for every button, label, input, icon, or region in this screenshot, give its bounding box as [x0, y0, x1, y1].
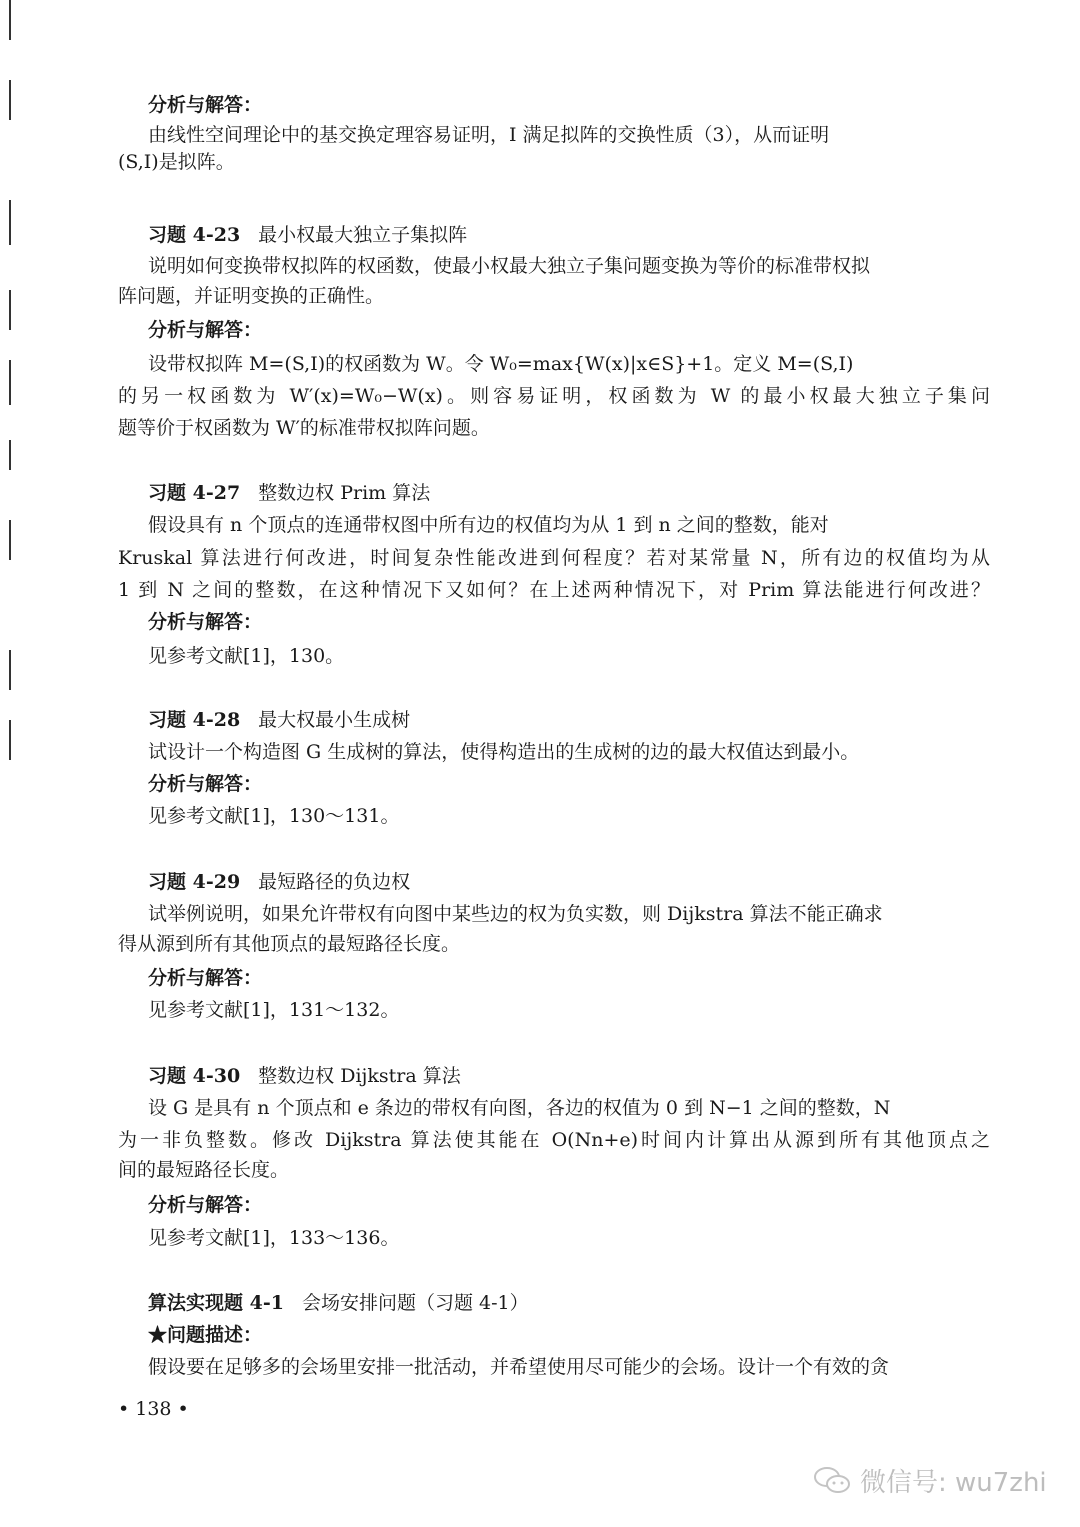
exercise-number: 习题 4-30	[148, 1065, 241, 1087]
scan-artifact	[9, 80, 11, 120]
text-line: (S,I)是拟阵。	[118, 151, 235, 173]
watermark	[812, 1462, 1047, 1499]
text-line: 得从源到所有其他顶点的最短路径长度。	[118, 933, 461, 955]
section-label: 分析与解答：	[148, 611, 263, 633]
text-line: 试举例说明，如果允许带权有向图中某些边的权为负实数，则 Dijkstra 算法不能正确求	[148, 903, 883, 925]
scan-artifact	[9, 520, 11, 560]
exercise-title: 最大权最小生成树	[258, 709, 411, 731]
text-line: 见参考文献[1]，133～136。	[148, 1227, 400, 1249]
scan-artifact	[9, 650, 11, 690]
text-line: 见参考文献[1]，131～132。	[148, 999, 400, 1021]
exercise-number: 习题 4-28	[148, 709, 241, 731]
section-label: 分析与解答：	[148, 773, 263, 795]
exercise-heading	[148, 708, 410, 732]
text-line: 假设要在足够多的会场里安排一批活动，并希望使用尽可能少的会场。设计一个有效的贪	[148, 1356, 890, 1378]
wechat-icon	[812, 1465, 852, 1497]
section-label: ★问题描述：	[148, 1324, 263, 1346]
text-line: 间的最短路径长度。	[118, 1159, 290, 1181]
exercise-heading	[148, 481, 430, 505]
text-line: Kruskal 算法进行何改进，时间复杂性能改进到何程度？若对某常量 N，所有边的权值均为从	[118, 547, 990, 569]
section-label: 分析与解答：	[148, 319, 263, 341]
page-number: • 138 •	[118, 1398, 189, 1420]
text-line: 阵问题，并证明变换的正确性。	[118, 285, 385, 307]
text-line: 见参考文献[1]，130～131。	[148, 805, 400, 827]
exercise-heading	[148, 1064, 461, 1088]
scan-artifact	[9, 200, 11, 245]
exercise-title: 最短路径的负边权	[258, 871, 411, 893]
scan-artifact	[9, 440, 11, 470]
text-line: 为一非负整数。修改 Dijkstra 算法使其能在 O(Nn+e)时间内计算出从源到所有其他顶点之	[118, 1129, 990, 1151]
scan-artifact	[9, 0, 11, 40]
exercise-number: 习题 4-29	[148, 871, 241, 893]
text-line: 见参考文献[1]，130。	[148, 645, 345, 667]
text-line: 设 G 是具有 n 个顶点和 e 条边的带权有向图，各边的权值为 0 到 N−1 之间的整数，N	[148, 1097, 891, 1119]
exercise-title: 整数边权 Dijkstra 算法	[258, 1065, 461, 1087]
text-line: 1 到 N 之间的整数，在这种情况下又如何？在上述两种情况下，对 Prim 算法能进行何改进？	[118, 579, 990, 601]
text-line: 试设计一个构造图 G 生成树的算法，使得构造出的生成树的边的最大权值达到最小。	[148, 741, 860, 763]
section-label: 分析与解答：	[148, 967, 263, 989]
exercise-heading	[148, 223, 467, 247]
exercise-number: 习题 4-23	[148, 224, 241, 246]
text-line: 的另一权函数为 W′(x)=W₀−W(x)。则容易证明，权函数为 W 的最小权最大独立子集问	[118, 385, 990, 407]
text-line: 设带权拟阵 M=(S,I)的权函数为 W。令 W₀=max{W(x)|x∈S}+1。定义 M=(S,I)	[148, 353, 854, 375]
exercise-heading	[148, 870, 410, 894]
text-line: 题等价于权函数为 W′的标准带权拟阵问题。	[118, 417, 490, 439]
scan-artifact	[9, 720, 11, 760]
section-label: 分析与解答：	[148, 1194, 263, 1216]
exercise-title: 最小权最大独立子集拟阵	[258, 224, 468, 246]
exercise-number: 算法实现题 4-1	[148, 1292, 284, 1314]
text-line: 假设具有 n 个顶点的连通带权图中所有边的权值均为从 1 到 n 之间的整数，能对	[148, 514, 829, 536]
exercise-number: 习题 4-27	[148, 482, 241, 504]
watermark-text: 微信号: wu7zhi	[860, 1468, 1047, 1498]
scan-artifact	[9, 290, 11, 330]
scan-artifact	[9, 360, 11, 405]
text-line: 说明如何变换带权拟阵的权函数，使最小权最大独立子集问题变换为等价的标准带权拟	[148, 255, 871, 277]
exercise-heading	[148, 1291, 529, 1315]
section-label: 分析与解答：	[148, 94, 263, 116]
exercise-title: 会场安排问题（习题 4-1）	[301, 1292, 529, 1314]
exercise-title: 整数边权 Prim 算法	[258, 482, 431, 504]
text-line: 由线性空间理论中的基交换定理容易证明，I 满足拟阵的交换性质（3），从而证明	[148, 124, 830, 146]
